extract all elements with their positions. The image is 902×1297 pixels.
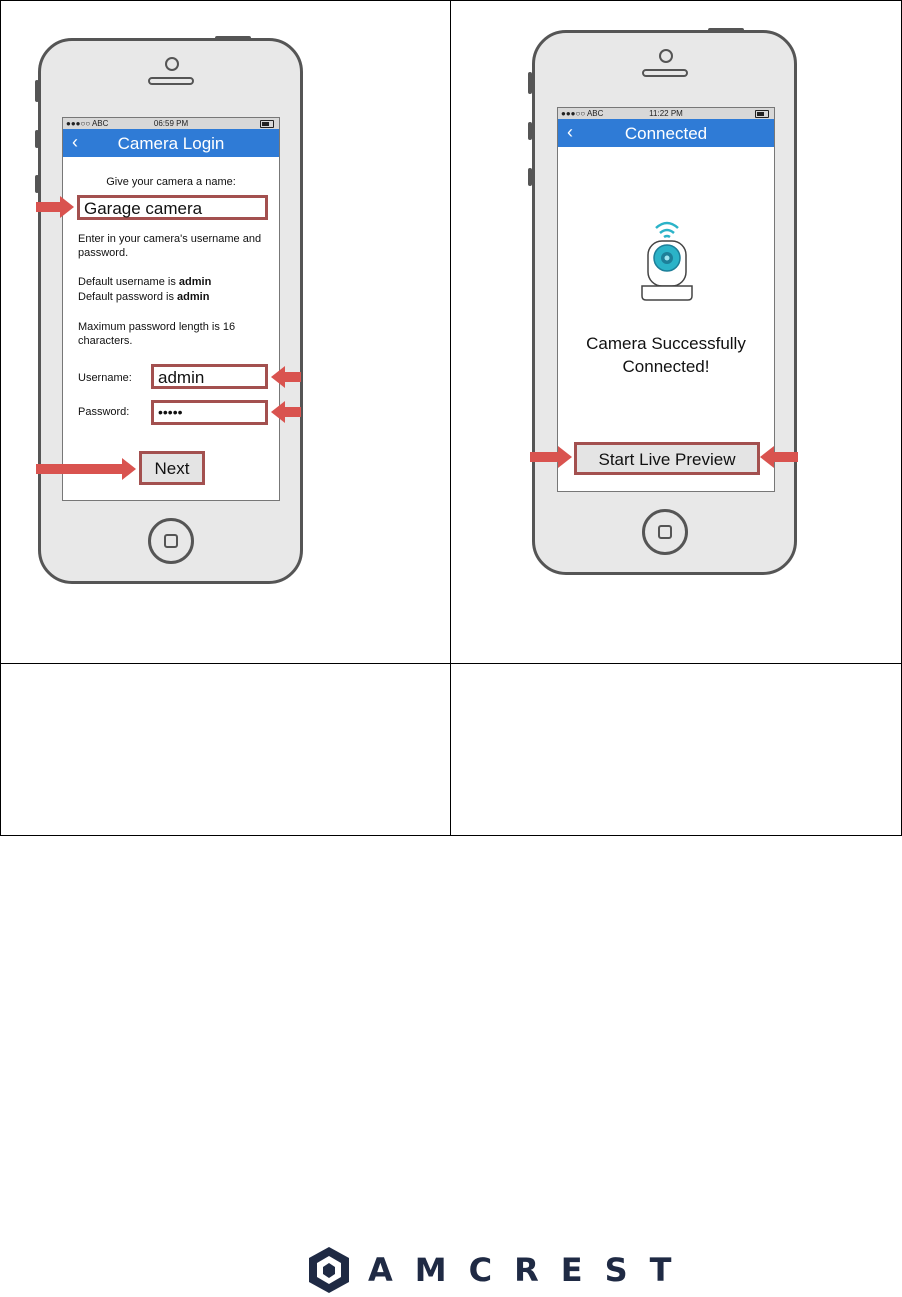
start-live-preview-button[interactable] — [574, 442, 760, 475]
back-chevron-icon[interactable]: ‹ — [72, 132, 78, 152]
success-line-1: Camera Successfully — [586, 334, 746, 353]
next-button-label: Next — [154, 459, 190, 478]
name-prompt: Give your camera a name: — [106, 176, 236, 188]
home-button[interactable] — [148, 518, 194, 564]
clock-label: 11:22 PM — [649, 109, 683, 118]
username-value: admin — [158, 368, 205, 387]
next-button[interactable] — [139, 451, 205, 485]
default-username-text — [78, 275, 273, 289]
default-username-value: admin — [178, 276, 212, 288]
success-line-2: Connected! — [622, 357, 710, 376]
carrier-label: ●●●○○ ABC — [561, 109, 604, 118]
amcrest-logo — [306, 1245, 694, 1295]
arrow-right-icon — [530, 452, 560, 462]
camera-name-value: Garage camera — [84, 199, 203, 218]
password-label: Password: — [78, 406, 130, 418]
speaker-icon — [148, 77, 194, 85]
camera-name-input[interactable] — [77, 195, 268, 220]
clock-label: 06:59 PM — [153, 119, 189, 128]
battery-icon — [755, 110, 769, 118]
battery-icon — [260, 120, 274, 128]
username-input[interactable] — [151, 364, 268, 389]
default-password-text — [78, 290, 273, 304]
password-value: ••••• — [158, 404, 183, 420]
amcrest-hexagon-logo-icon — [306, 1245, 352, 1295]
arrow-left-icon — [283, 407, 301, 417]
status-bar — [63, 118, 279, 129]
default-password-prefix: Default password is — [78, 291, 178, 303]
default-username-prefix: Default username is — [78, 276, 179, 288]
page-title: Connected — [624, 124, 708, 143]
screen-camera-login — [62, 117, 280, 501]
start-live-preview-label: Start Live Preview — [598, 450, 736, 469]
cell-bottom-left — [0, 663, 451, 836]
arrow-right-icon — [36, 202, 62, 212]
page-title: Camera Login — [117, 134, 225, 153]
username-label: Username: — [78, 372, 132, 384]
instructions-text: Enter in your camera's username and password. — [78, 233, 262, 259]
carrier-label: ●●●○○ ABC — [66, 119, 109, 128]
arrow-left-icon — [772, 452, 798, 462]
max-length-text: Maximum password length is 16 characters. — [78, 321, 236, 347]
home-button[interactable] — [642, 509, 688, 555]
speaker-icon — [642, 69, 688, 77]
nav-bar — [558, 119, 774, 147]
cell-bottom-right — [450, 663, 902, 836]
nav-bar — [63, 129, 279, 157]
front-camera-icon — [659, 49, 673, 63]
screen-connected — [557, 107, 775, 492]
default-password-value: admin — [177, 291, 210, 303]
camera-icon — [634, 216, 700, 308]
arrow-left-icon — [283, 372, 301, 382]
arrow-right-icon — [36, 464, 124, 474]
brand-name: AMCREST — [368, 1251, 694, 1289]
back-chevron-icon[interactable]: ‹ — [567, 122, 573, 142]
front-camera-icon — [165, 57, 179, 71]
password-input[interactable] — [151, 400, 268, 425]
status-bar — [558, 108, 774, 119]
